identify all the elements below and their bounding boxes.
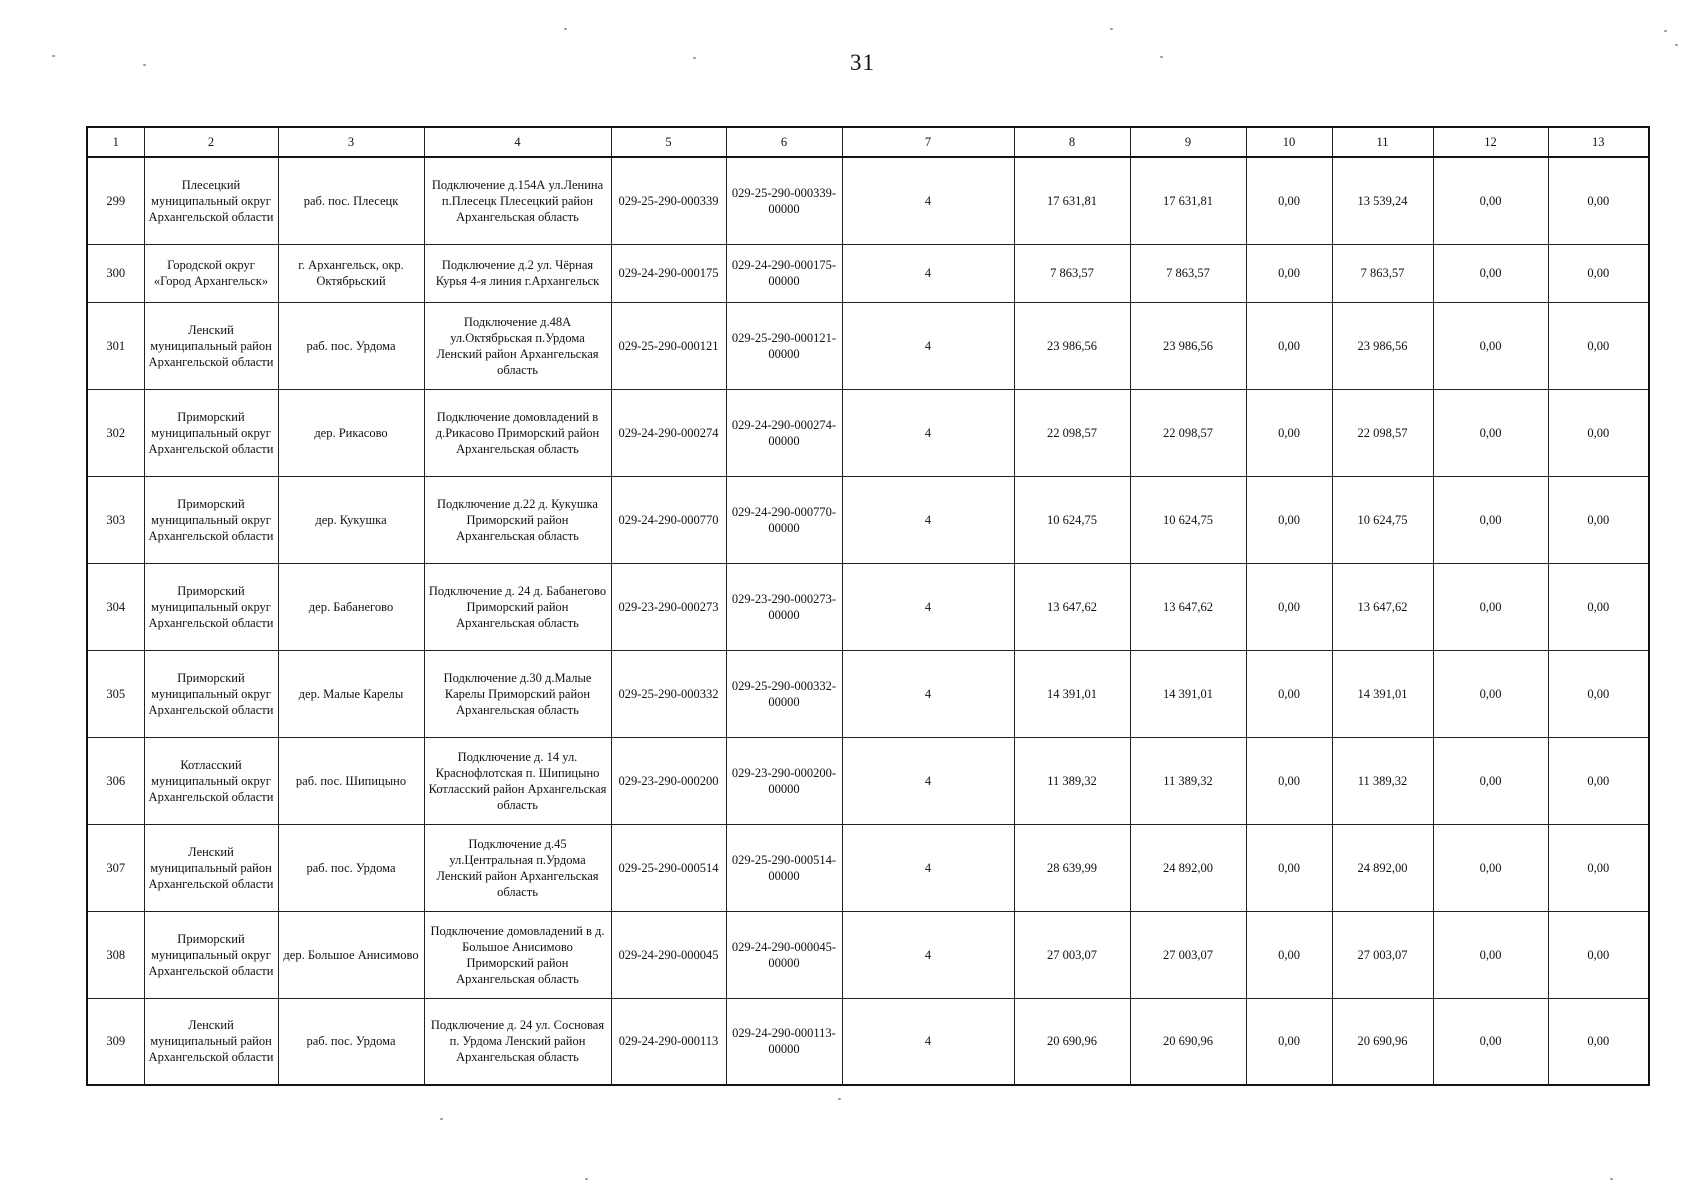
col11-value-cell: 22 098,57 bbox=[1332, 389, 1433, 476]
code-cell: 029-23-290-000200 bbox=[611, 737, 726, 824]
col12-value-cell: 0,00 bbox=[1433, 244, 1548, 302]
row-number-cell: 307 bbox=[87, 824, 144, 911]
column-header: 13 bbox=[1548, 127, 1649, 157]
col12-value-cell: 0,00 bbox=[1433, 824, 1548, 911]
municipality-cell: Приморский муниципальный округ Архангельской области bbox=[144, 476, 278, 563]
col11-value-cell: 7 863,57 bbox=[1332, 244, 1433, 302]
table-row bbox=[87, 737, 1649, 824]
row-number-cell: 301 bbox=[87, 302, 144, 389]
col13-value-cell: 0,00 bbox=[1548, 389, 1649, 476]
table-row bbox=[87, 302, 1649, 389]
code-cell: 029-25-290-000339 bbox=[611, 157, 726, 244]
col9-value-cell: 23 986,56 bbox=[1130, 302, 1246, 389]
code-cell: 029-25-290-000121 bbox=[611, 302, 726, 389]
table-row bbox=[87, 824, 1649, 911]
col12-value-cell: 0,00 bbox=[1433, 302, 1548, 389]
col9-value-cell: 24 892,00 bbox=[1130, 824, 1246, 911]
col12-value-cell: 0,00 bbox=[1433, 737, 1548, 824]
municipality-cell: Плесецкий муниципальный округ Архангельской области bbox=[144, 157, 278, 244]
col7-cell: 4 bbox=[842, 824, 1014, 911]
code-cell: 029-24-290-000113 bbox=[611, 998, 726, 1085]
municipality-cell: Приморский муниципальный округ Архангельской области bbox=[144, 563, 278, 650]
code-cell: 029-25-290-000514 bbox=[611, 824, 726, 911]
col10-value-cell: 0,00 bbox=[1246, 650, 1332, 737]
settlement-cell: дер. Малые Карелы bbox=[278, 650, 424, 737]
object-cell: Подключение д. 24 д. Бабанегово Приморский район Архангельская область bbox=[424, 563, 611, 650]
col9-value-cell: 17 631,81 bbox=[1130, 157, 1246, 244]
col13-value-cell: 0,00 bbox=[1548, 244, 1649, 302]
col7-cell: 4 bbox=[842, 737, 1014, 824]
col7-cell: 4 bbox=[842, 911, 1014, 998]
settlement-cell: раб. пос. Урдома bbox=[278, 998, 424, 1085]
col13-value-cell: 0,00 bbox=[1548, 157, 1649, 244]
col9-value-cell: 13 647,62 bbox=[1130, 563, 1246, 650]
col8-value-cell: 23 986,56 bbox=[1014, 302, 1130, 389]
col11-value-cell: 13 539,24 bbox=[1332, 157, 1433, 244]
col12-value-cell: 0,00 bbox=[1433, 157, 1548, 244]
col10-value-cell: 0,00 bbox=[1246, 476, 1332, 563]
column-header: 11 bbox=[1332, 127, 1433, 157]
col13-value-cell: 0,00 bbox=[1548, 824, 1649, 911]
code-cell: 029-25-290-000332 bbox=[611, 650, 726, 737]
full-code-cell: 029-25-290-000332-00000 bbox=[726, 650, 842, 737]
col8-value-cell: 10 624,75 bbox=[1014, 476, 1130, 563]
column-header: 2 bbox=[144, 127, 278, 157]
full-code-cell: 029-23-290-000200-00000 bbox=[726, 737, 842, 824]
municipality-cell: Ленский муниципальный район Архангельской области bbox=[144, 998, 278, 1085]
settlement-cell: раб. пос. Плесецк bbox=[278, 157, 424, 244]
row-number-cell: 309 bbox=[87, 998, 144, 1085]
object-cell: Подключение д.2 ул. Чёрная Курья 4-я линия г.Архангельск bbox=[424, 244, 611, 302]
col11-value-cell: 13 647,62 bbox=[1332, 563, 1433, 650]
col13-value-cell: 0,00 bbox=[1548, 998, 1649, 1085]
municipality-cell: Приморский муниципальный округ Архангельской области bbox=[144, 911, 278, 998]
settlement-cell: раб. пос. Урдома bbox=[278, 824, 424, 911]
row-number-cell: 306 bbox=[87, 737, 144, 824]
full-code-cell: 029-25-290-000514-00000 bbox=[726, 824, 842, 911]
code-cell: 029-23-290-000273 bbox=[611, 563, 726, 650]
col8-value-cell: 27 003,07 bbox=[1014, 911, 1130, 998]
object-cell: Подключение д.48А ул.Октябрьская п.Урдома Ленский район Архангельская область bbox=[424, 302, 611, 389]
col9-value-cell: 22 098,57 bbox=[1130, 389, 1246, 476]
full-code-cell: 029-23-290-000273-00000 bbox=[726, 563, 842, 650]
col7-cell: 4 bbox=[842, 302, 1014, 389]
full-code-cell: 029-25-290-000339-00000 bbox=[726, 157, 842, 244]
page-number: 31 bbox=[850, 50, 875, 75]
col8-value-cell: 13 647,62 bbox=[1014, 563, 1130, 650]
col11-value-cell: 23 986,56 bbox=[1332, 302, 1433, 389]
table-row bbox=[87, 476, 1649, 563]
object-cell: Подключение д.45 ул.Центральная п.Урдома Ленский район Архангельская область bbox=[424, 824, 611, 911]
full-code-cell: 029-24-290-000770-00000 bbox=[726, 476, 842, 563]
col10-value-cell: 0,00 bbox=[1246, 824, 1332, 911]
col7-cell: 4 bbox=[842, 244, 1014, 302]
object-cell: Подключение домовладений в д.Рикасово Приморский район Архангельская область bbox=[424, 389, 611, 476]
settlement-cell: дер. Рикасово bbox=[278, 389, 424, 476]
col8-value-cell: 7 863,57 bbox=[1014, 244, 1130, 302]
col11-value-cell: 20 690,96 bbox=[1332, 998, 1433, 1085]
col13-value-cell: 0,00 bbox=[1548, 302, 1649, 389]
col13-value-cell: 0,00 bbox=[1548, 737, 1649, 824]
col10-value-cell: 0,00 bbox=[1246, 157, 1332, 244]
col12-value-cell: 0,00 bbox=[1433, 911, 1548, 998]
col11-value-cell: 10 624,75 bbox=[1332, 476, 1433, 563]
col9-value-cell: 27 003,07 bbox=[1130, 911, 1246, 998]
col8-value-cell: 11 389,32 bbox=[1014, 737, 1130, 824]
municipality-cell: Котласский муниципальный округ Архангельской области bbox=[144, 737, 278, 824]
column-header: 4 bbox=[424, 127, 611, 157]
header-row bbox=[87, 127, 1649, 157]
municipality-cell: Ленский муниципальный район Архангельской области bbox=[144, 824, 278, 911]
municipality-cell: Ленский муниципальный район Архангельской области bbox=[144, 302, 278, 389]
column-header: 6 bbox=[726, 127, 842, 157]
col10-value-cell: 0,00 bbox=[1246, 737, 1332, 824]
column-header: 12 bbox=[1433, 127, 1548, 157]
col8-value-cell: 14 391,01 bbox=[1014, 650, 1130, 737]
column-header: 10 bbox=[1246, 127, 1332, 157]
object-cell: Подключение д. 14 ул. Краснофлотская п. Шипицыно Котласский район Архангельская область bbox=[424, 737, 611, 824]
municipality-cell: Городской округ «Город Архангельск» bbox=[144, 244, 278, 302]
col11-value-cell: 11 389,32 bbox=[1332, 737, 1433, 824]
col13-value-cell: 0,00 bbox=[1548, 911, 1649, 998]
row-number-cell: 302 bbox=[87, 389, 144, 476]
col9-value-cell: 10 624,75 bbox=[1130, 476, 1246, 563]
settlement-cell: г. Архангельск, окр. Октябрьский bbox=[278, 244, 424, 302]
col7-cell: 4 bbox=[842, 389, 1014, 476]
column-header: 7 bbox=[842, 127, 1014, 157]
col10-value-cell: 0,00 bbox=[1246, 563, 1332, 650]
table-row bbox=[87, 157, 1649, 244]
row-number-cell: 308 bbox=[87, 911, 144, 998]
table-row bbox=[87, 650, 1649, 737]
row-number-cell: 299 bbox=[87, 157, 144, 244]
col10-value-cell: 0,00 bbox=[1246, 911, 1332, 998]
settlement-cell: дер. Большое Анисимово bbox=[278, 911, 424, 998]
full-code-cell: 029-25-290-000121-00000 bbox=[726, 302, 842, 389]
col13-value-cell: 0,00 bbox=[1548, 476, 1649, 563]
code-cell: 029-24-290-000274 bbox=[611, 389, 726, 476]
column-header: 1 bbox=[87, 127, 144, 157]
col7-cell: 4 bbox=[842, 476, 1014, 563]
col9-value-cell: 14 391,01 bbox=[1130, 650, 1246, 737]
row-number-cell: 300 bbox=[87, 244, 144, 302]
col9-value-cell: 11 389,32 bbox=[1130, 737, 1246, 824]
col9-value-cell: 20 690,96 bbox=[1130, 998, 1246, 1085]
table-row bbox=[87, 998, 1649, 1085]
full-code-cell: 029-24-290-000045-00000 bbox=[726, 911, 842, 998]
col8-value-cell: 17 631,81 bbox=[1014, 157, 1130, 244]
col10-value-cell: 0,00 bbox=[1246, 389, 1332, 476]
object-cell: Подключение д. 24 ул. Сосновая п. Урдома Ленский район Архангельская область bbox=[424, 998, 611, 1085]
col12-value-cell: 0,00 bbox=[1433, 389, 1548, 476]
col9-value-cell: 7 863,57 bbox=[1130, 244, 1246, 302]
code-cell: 029-24-290-000770 bbox=[611, 476, 726, 563]
col7-cell: 4 bbox=[842, 563, 1014, 650]
row-number-cell: 305 bbox=[87, 650, 144, 737]
col13-value-cell: 0,00 bbox=[1548, 563, 1649, 650]
col8-value-cell: 22 098,57 bbox=[1014, 389, 1130, 476]
col11-value-cell: 27 003,07 bbox=[1332, 911, 1433, 998]
code-cell: 029-24-290-000045 bbox=[611, 911, 726, 998]
column-header: 5 bbox=[611, 127, 726, 157]
col10-value-cell: 0,00 bbox=[1246, 998, 1332, 1085]
object-cell: Подключение д.30 д.Малые Карелы Приморский район Архангельская область bbox=[424, 650, 611, 737]
object-cell: Подключение д.22 д. Кукушка Приморский район Архангельская область bbox=[424, 476, 611, 563]
settlement-cell: раб. пос. Урдома bbox=[278, 302, 424, 389]
col8-value-cell: 20 690,96 bbox=[1014, 998, 1130, 1085]
col12-value-cell: 0,00 bbox=[1433, 650, 1548, 737]
table-row bbox=[87, 563, 1649, 650]
col12-value-cell: 0,00 bbox=[1433, 563, 1548, 650]
column-header: 9 bbox=[1130, 127, 1246, 157]
col13-value-cell: 0,00 bbox=[1548, 650, 1649, 737]
col7-cell: 4 bbox=[842, 650, 1014, 737]
settlement-cell: дер. Бабанегово bbox=[278, 563, 424, 650]
column-header: 3 bbox=[278, 127, 424, 157]
full-code-cell: 029-24-290-000175-00000 bbox=[726, 244, 842, 302]
col10-value-cell: 0,00 bbox=[1246, 244, 1332, 302]
column-header: 8 bbox=[1014, 127, 1130, 157]
full-code-cell: 029-24-290-000113-00000 bbox=[726, 998, 842, 1085]
municipality-cell: Приморский муниципальный округ Архангельской области bbox=[144, 650, 278, 737]
col12-value-cell: 0,00 bbox=[1433, 476, 1548, 563]
col7-cell: 4 bbox=[842, 998, 1014, 1085]
table-row bbox=[87, 911, 1649, 998]
row-number-cell: 303 bbox=[87, 476, 144, 563]
object-cell: Подключение д.154А ул.Ленина п.Плесецк Плесецкий район Архангельская область bbox=[424, 157, 611, 244]
col10-value-cell: 0,00 bbox=[1246, 302, 1332, 389]
row-number-cell: 304 bbox=[87, 563, 144, 650]
col7-cell: 4 bbox=[842, 157, 1014, 244]
table-body bbox=[87, 157, 1649, 1085]
municipality-cell: Приморский муниципальный округ Архангельской области bbox=[144, 389, 278, 476]
code-cell: 029-24-290-000175 bbox=[611, 244, 726, 302]
table-row bbox=[87, 244, 1649, 302]
settlement-cell: раб. пос. Шипицыно bbox=[278, 737, 424, 824]
col11-value-cell: 24 892,00 bbox=[1332, 824, 1433, 911]
data-table bbox=[86, 126, 1650, 1086]
object-cell: Подключение домовладений в д. Большое Анисимово Приморский район Архангельская область bbox=[424, 911, 611, 998]
col11-value-cell: 14 391,01 bbox=[1332, 650, 1433, 737]
table-row bbox=[87, 389, 1649, 476]
settlement-cell: дер. Кукушка bbox=[278, 476, 424, 563]
col8-value-cell: 28 639,99 bbox=[1014, 824, 1130, 911]
full-code-cell: 029-24-290-000274-00000 bbox=[726, 389, 842, 476]
col12-value-cell: 0,00 bbox=[1433, 998, 1548, 1085]
